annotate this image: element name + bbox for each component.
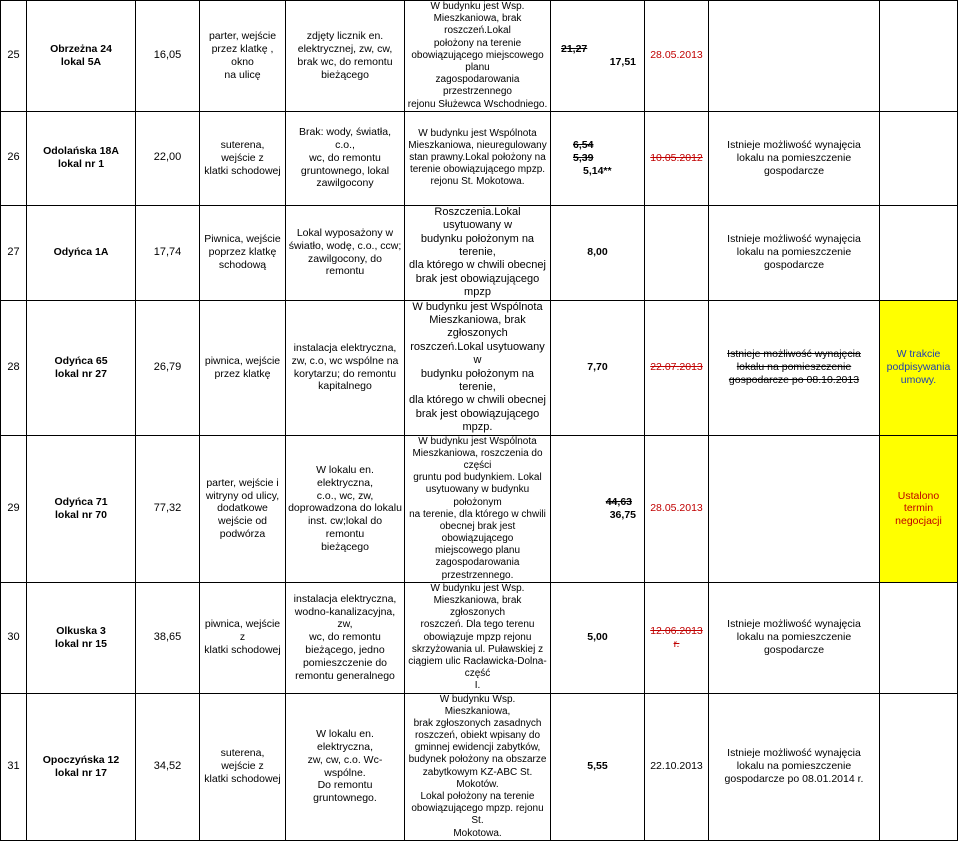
- text-line: W budynku jest Wsp.: [430, 1, 525, 12]
- text-line: obowiązuje mpzp rejonu: [423, 631, 532, 643]
- text-line: zdjęty licznik en.: [306, 30, 384, 43]
- row-number: 27: [1, 205, 27, 300]
- note-status: [880, 111, 958, 205]
- text-line: miejscowego planu: [434, 545, 521, 557]
- location: [200, 693, 286, 840]
- text-line: brak jest obowiązującego mpzp.: [415, 407, 540, 434]
- text-line: roszczeń. Dla tego terenu: [420, 619, 535, 631]
- text-line: poprzez klatkę: [208, 246, 277, 259]
- text-line: roszczeń, obiekt wpisany do: [414, 730, 541, 742]
- text-line: Odyńca 71: [54, 495, 108, 508]
- rate: [551, 582, 645, 693]
- text-line: Istnieje możliwość wynajęcia: [727, 233, 861, 246]
- text-line: brak zgłoszonych zasadnych: [413, 717, 542, 729]
- area: 26,79: [136, 300, 200, 435]
- text-line: W budynku Wsp. Mieszkaniowa,: [439, 693, 516, 717]
- location: [200, 205, 286, 300]
- text-line: budynku położonym na terenie,: [420, 367, 535, 393]
- text-line: parter, wejście: [208, 30, 277, 43]
- text-line: lokalu na pomieszczenie: [736, 631, 852, 644]
- notes-text: [407, 206, 548, 300]
- notes-text: [407, 301, 548, 435]
- text-line: gospodarcze: [763, 644, 825, 657]
- address: [27, 435, 136, 582]
- text-line: bieżącego: [321, 68, 369, 81]
- text-line: rejonu Służewca Wschodniego.: [407, 98, 548, 110]
- text-line: usytuowany w budynku położonym: [425, 484, 530, 508]
- text-line: W trakcie: [896, 348, 941, 361]
- rate: [551, 111, 645, 205]
- text-line: gospodarcze po 08.10.2013: [728, 373, 860, 386]
- text-line: lokalu na pomieszczenie: [736, 246, 852, 259]
- text-line: Istnieje możliwość wynajęcia: [727, 348, 861, 361]
- text-line: elektrycznej, zw, cw,: [297, 43, 393, 56]
- text-line: brak jest obowiązującego mpzp: [415, 272, 540, 299]
- rate: [551, 693, 645, 840]
- location: [200, 1, 286, 112]
- text-line: Ustalono termin: [897, 489, 940, 515]
- text-line: instalacja elektryczna,: [293, 341, 397, 354]
- note-possibility-text: [711, 618, 877, 656]
- note-status: [880, 693, 958, 840]
- text-line: przez klatkę: [214, 367, 271, 380]
- note-status-text: [882, 348, 955, 386]
- text-line: suterena, wejście z: [220, 138, 265, 164]
- row-number: 29: [1, 435, 27, 582]
- note-possibility: [709, 1, 880, 112]
- address: [27, 111, 136, 205]
- table-row: [1, 693, 958, 840]
- address: [27, 582, 136, 693]
- text-line: wc, do remontu: [309, 631, 381, 644]
- text-line: Opoczyńska 12: [42, 753, 120, 766]
- text-line: Lokal wyposażony w: [296, 227, 394, 240]
- text-line: Odolańska 18A: [43, 145, 119, 158]
- text-line: klatki schodowej: [204, 644, 281, 657]
- notes-text: [407, 694, 548, 840]
- text-line: lokalu na pomieszczenie: [736, 151, 852, 164]
- condition: [286, 435, 405, 582]
- text-line: lokalu na pomieszczenie: [736, 361, 852, 374]
- note-possibility: [709, 435, 880, 582]
- rate: [551, 435, 645, 582]
- text-line: budynek położony na obszarze: [408, 754, 547, 766]
- text-line: dla którego w chwili obecnej: [409, 394, 546, 407]
- table-row: [1, 582, 958, 693]
- text-line: zawilgocony: [316, 177, 374, 190]
- notes: [405, 300, 551, 435]
- text-line: negocjacji: [895, 515, 942, 528]
- condition-text: [288, 464, 402, 554]
- notes: [405, 693, 551, 840]
- text-line: gruntownego, lokal: [300, 164, 390, 177]
- condition-text: [288, 30, 402, 81]
- text-line: W lokalu en. elektryczna,: [316, 728, 374, 754]
- address: [27, 693, 136, 840]
- text-line: obecnej brak jest obowiązującego: [439, 520, 516, 545]
- text-line: skrzyżowania ul. Puławskiej z: [411, 643, 544, 655]
- date: 12.06.2013 r.: [645, 582, 709, 693]
- rate-old: 44,63: [605, 495, 632, 508]
- text-line: gruntownego.: [313, 792, 377, 805]
- text-line: gospodarcze po 08.01.2014 r.: [724, 773, 864, 786]
- location: [200, 435, 286, 582]
- location: [200, 300, 286, 435]
- text-line: korytarzu; do remontu: [293, 367, 397, 380]
- address: [27, 300, 136, 435]
- text-line: zw, cw, c.o. Wc-wspólne.: [307, 753, 383, 779]
- text-line: W lokalu en. elektryczna,: [316, 463, 374, 489]
- note-possibility: [709, 582, 880, 693]
- rate-new: 17,51: [609, 55, 636, 68]
- text-line: Piwnica, wejście: [204, 233, 281, 246]
- note-status: [880, 205, 958, 300]
- condition-text: [288, 728, 402, 805]
- text-line: przez klatkę , okno: [211, 43, 274, 68]
- text-line: ciągiem ulic Racławicka-Dolna-część: [408, 655, 547, 680]
- condition: [286, 582, 405, 693]
- note-possibility: [709, 111, 880, 205]
- condition: [286, 693, 405, 840]
- area: 38,65: [136, 582, 200, 693]
- text-line: terenie obowiązującego mpzp.: [409, 164, 546, 176]
- address-text: [29, 246, 133, 259]
- text-line: W budynku jest Wsp.: [430, 582, 525, 594]
- text-line: Lokal położony na terenie: [420, 791, 535, 803]
- text-line: Odyńca 65: [54, 354, 108, 367]
- note-status-text: [882, 490, 955, 528]
- condition-text: [288, 593, 402, 683]
- text-line: zw, c.o, wc wspólne na: [291, 354, 399, 367]
- text-line: W budynku jest Wspólnota: [418, 435, 537, 447]
- table-row: [1, 1, 958, 112]
- text-line: I.: [474, 680, 481, 692]
- text-line: lokal nr 27: [55, 367, 107, 380]
- date: 22.07.2013: [645, 300, 709, 435]
- text-line: wodno-kanalizacyjna, zw,: [294, 605, 396, 631]
- table-row: [1, 300, 958, 435]
- text-line: zagospodarowania przestrzennego.: [435, 557, 520, 581]
- rate-old: 6,54: [573, 138, 594, 151]
- text-line: Istnieje możliwość wynajęcia: [727, 747, 861, 760]
- text-line: na ulicę: [224, 68, 261, 81]
- text-line: parter, wejście i: [206, 476, 279, 489]
- text-line: W budynku jest Wspólnota: [418, 127, 537, 139]
- notes: [405, 111, 551, 205]
- text-line: Do remontu: [317, 779, 373, 792]
- note-possibility: [709, 205, 880, 300]
- text-line: podwórza: [219, 527, 266, 540]
- notes: [405, 1, 551, 112]
- text-line: suterena, wejście z: [220, 747, 265, 773]
- text-line: Odyńca 1A: [53, 246, 109, 259]
- notes: [405, 582, 551, 693]
- note-possibility: [709, 300, 880, 435]
- text-line: witryny od ulicy,: [205, 489, 280, 502]
- text-line: położony na terenie: [433, 37, 522, 49]
- text-line: Mieszkaniowa, brak zgłoszonych: [433, 595, 522, 619]
- text-line: zagospodarowania przestrzennego: [435, 74, 520, 98]
- text-line: zabytkowym KZ-ABC St. Mokotów.: [422, 766, 533, 790]
- text-line: obowiązującego mpzp. rejonu St.: [411, 803, 544, 827]
- rate: [551, 300, 645, 435]
- note-possibility-text: [711, 139, 877, 177]
- area: 77,32: [136, 435, 200, 582]
- condition-text: [288, 342, 402, 393]
- rate-old: 21,27: [561, 43, 588, 56]
- note-status: [880, 435, 958, 582]
- notes: [405, 435, 551, 582]
- text-line: inst. cw;lokal do remontu: [307, 515, 383, 540]
- text-line: wc, do remontu: [309, 151, 381, 164]
- area: 22,00: [136, 111, 200, 205]
- text-line: klatki schodowej: [204, 773, 281, 786]
- address-text: [29, 625, 133, 651]
- area: 16,05: [136, 1, 200, 112]
- note-status: [880, 582, 958, 693]
- text-line: lokalu na pomieszczenie: [736, 760, 852, 773]
- text-line: Mieszkaniowa, brak roszczeń.Lokal: [433, 13, 522, 37]
- rate-new: 7,70: [587, 361, 608, 374]
- area: 17,74: [136, 205, 200, 300]
- address-text: [29, 754, 133, 780]
- condition: [286, 300, 405, 435]
- rate: [551, 205, 645, 300]
- text-line: lokal nr 1: [57, 158, 105, 171]
- rate-new: 8,00: [587, 246, 608, 259]
- text-line: zawilgocony, do remontu: [308, 252, 382, 278]
- location: [200, 111, 286, 205]
- note-possibility: [709, 693, 880, 840]
- notes-text: [407, 1, 548, 111]
- text-line: Mieszkaniowa, nieuregulowany: [408, 139, 547, 151]
- rate-new: 5,55: [587, 760, 608, 773]
- text-line: piwnica, wejście z: [204, 618, 281, 644]
- date: 28.05.2013: [645, 435, 709, 582]
- text-line: gruntu pod budynkiem. Lokal: [413, 472, 542, 484]
- condition: [286, 205, 405, 300]
- text-line: lokal nr 17: [55, 766, 107, 779]
- address: [27, 205, 136, 300]
- text-line: lokal 5A: [60, 55, 102, 68]
- rate-new: 36,75: [609, 508, 636, 521]
- text-line: roszczeń.Lokal usytuowany w: [410, 340, 545, 367]
- location-text: [202, 747, 283, 785]
- text-line: dodatkowe: [217, 502, 268, 515]
- text-line: światło, wodę, c.o., ccw;: [288, 239, 402, 252]
- row-number: 28: [1, 300, 27, 435]
- notes-text: [407, 583, 548, 693]
- text-line: obowiązującego miejscowego planu: [411, 49, 544, 73]
- address-text: [29, 355, 133, 381]
- table-row: [1, 111, 958, 205]
- note-possibility-text: [711, 348, 877, 386]
- notes-text: [407, 128, 548, 189]
- text-line: gospodarcze: [763, 259, 825, 271]
- text-line: stan prawny.Lokal położony na: [409, 152, 546, 164]
- text-line: Mieszkaniowa, brak zgłoszonych: [429, 313, 526, 340]
- row-number: 25: [1, 1, 27, 112]
- text-line: Mieszkaniowa, roszczenia do części: [412, 447, 543, 471]
- text-line: instalacja elektryczna,: [293, 592, 397, 605]
- row-number: 26: [1, 111, 27, 205]
- rate-new: 5,14**: [583, 164, 612, 177]
- location-text: [202, 355, 283, 381]
- text-line: podpisywania umowy.: [886, 361, 951, 386]
- text-line: Brak: wody, światła, c.o.,: [298, 126, 391, 151]
- address-text: [29, 496, 133, 522]
- text-line: bieżącego, jedno: [305, 644, 385, 657]
- text-line: Roszczenia.Lokal usytuowany w: [434, 205, 521, 232]
- row-number: 30: [1, 582, 27, 693]
- text-line: rejonu St. Mokotowa.: [430, 176, 525, 188]
- text-line: remontu generalnego: [295, 669, 395, 682]
- condition-text: [288, 227, 402, 278]
- text-line: brak wc, do remontu: [297, 55, 393, 68]
- location-text: [202, 477, 283, 541]
- location-text: [202, 139, 283, 177]
- text-line: c.o., wc, zw,: [316, 489, 374, 502]
- condition: [286, 1, 405, 112]
- text-line: W budynku jest Wspólnota: [412, 300, 543, 313]
- text-line: klatki schodowej: [204, 164, 281, 177]
- notes-text: [407, 436, 548, 582]
- text-line: Obrzeżna 24: [50, 43, 112, 56]
- location-text: [202, 233, 283, 271]
- row-number: 31: [1, 693, 27, 840]
- table-row: [1, 435, 958, 582]
- text-line: pomieszczenie do: [302, 656, 388, 669]
- condition: [286, 111, 405, 205]
- note-possibility-text: [711, 233, 877, 271]
- address-text: [29, 145, 133, 171]
- note-possibility-text: [711, 747, 877, 785]
- condition-text: [288, 126, 402, 190]
- text-line: kapitalnego: [318, 380, 372, 393]
- text-line: Istnieje możliwość wynajęcia: [727, 138, 861, 151]
- area: 34,52: [136, 693, 200, 840]
- text-line: Istnieje możliwość wynajęcia: [727, 618, 861, 631]
- text-line: lokal nr 70: [55, 508, 107, 521]
- rate: [551, 1, 645, 112]
- location-text: [202, 618, 283, 656]
- text-line: Mokotowa.: [453, 827, 502, 839]
- text-line: schodową: [218, 259, 267, 271]
- text-line: wejście od: [217, 515, 268, 528]
- location: [200, 582, 286, 693]
- text-line: gminnej ewidencji zabytków,: [414, 742, 541, 754]
- text-line: doprowadzona do lokalu: [288, 502, 402, 515]
- note-status: [880, 1, 958, 112]
- rate-new: 5,00: [587, 631, 608, 644]
- table-row: [1, 205, 958, 300]
- text-line: Olkuska 3: [56, 624, 106, 637]
- address-text: [29, 43, 133, 69]
- rate-old-2: 5,39: [573, 151, 594, 164]
- text-line: lokal nr 15: [55, 637, 107, 650]
- text-line: piwnica, wejście: [204, 354, 281, 367]
- text-line: bieżącego: [321, 540, 369, 553]
- text-line: budynku położonym na terenie,: [420, 232, 535, 258]
- date: 22.10.2013: [645, 693, 709, 840]
- text-line: dla którego w chwili obecnej: [409, 259, 546, 272]
- text-line: na terenie, dla którego w chwili: [409, 508, 546, 520]
- notes: [405, 205, 551, 300]
- date: 10.05.2012: [645, 111, 709, 205]
- note-status: [880, 300, 958, 435]
- text-line: gospodarcze: [763, 164, 825, 177]
- date: 28.05.2013: [645, 1, 709, 112]
- date: [645, 205, 709, 300]
- location-text: [202, 30, 283, 81]
- address: [27, 1, 136, 112]
